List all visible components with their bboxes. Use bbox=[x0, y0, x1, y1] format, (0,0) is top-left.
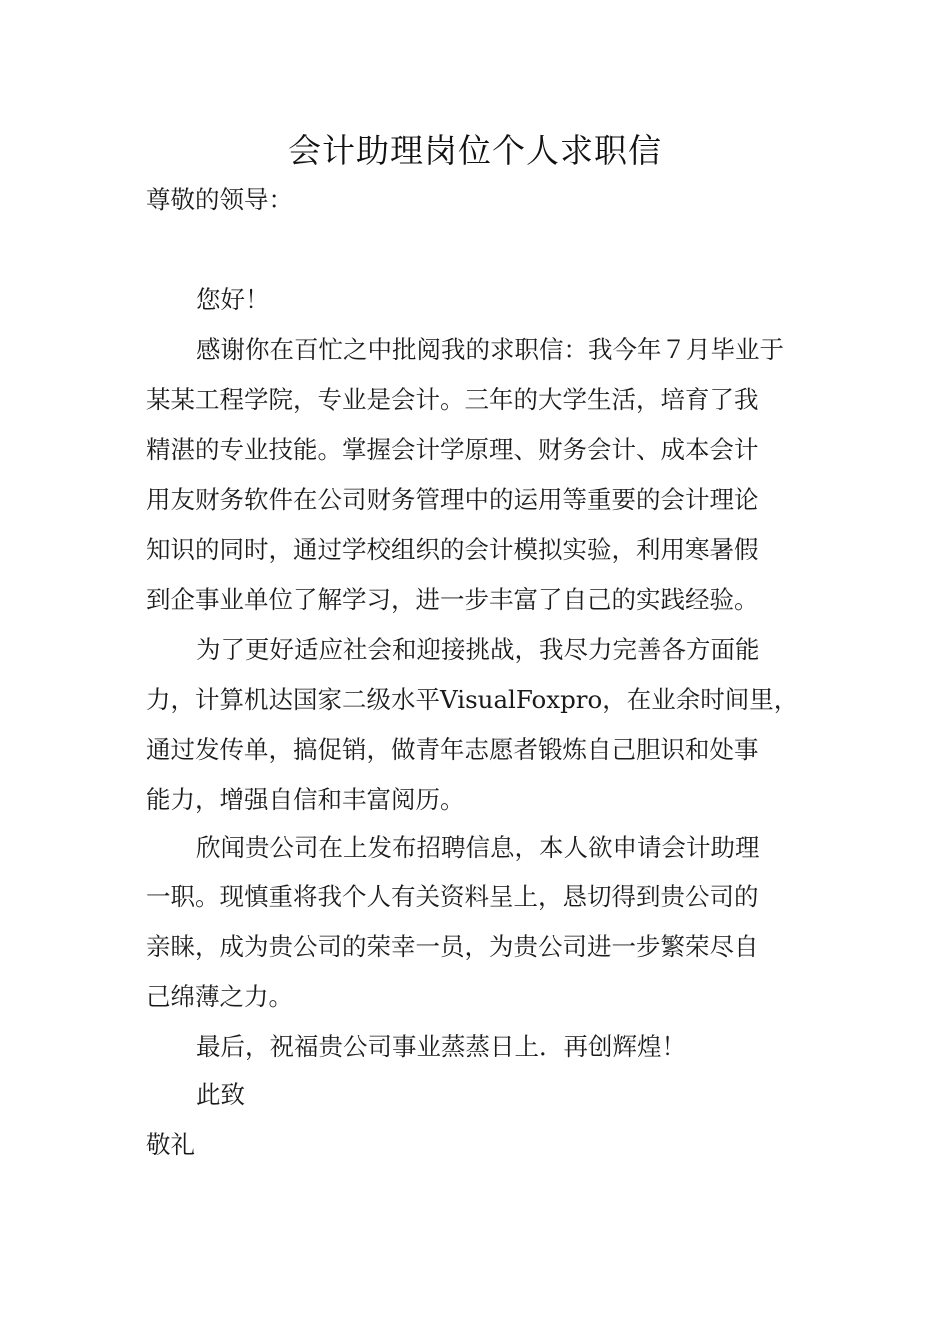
paragraph-line: 用友财务软件在公司财务管理中的运用等重要的会计理论 bbox=[146, 485, 759, 514]
paragraph-line: 精湛的专业技能。掌握会计学原理、财务会计、成本会计 bbox=[146, 435, 759, 464]
paragraph-line: 到企事业单位了解学习，进一步丰富了自己的实践经验。 bbox=[146, 585, 759, 614]
paragraph-line: 感谢你在百忙之中批阅我的求职信：我今年７月毕业于 bbox=[196, 335, 784, 364]
paragraph-line: 能力，增强自信和丰富阅历。 bbox=[146, 785, 465, 814]
paragraph-line: 通过发传单，搞促销，做青年志愿者锻炼自己胆识和处事 bbox=[146, 735, 759, 764]
paragraph-line: 一职。现慎重将我个人有关资料呈上，恳切得到贵公司的 bbox=[146, 882, 759, 911]
paragraph-line: 为了更好适应社会和迎接挑战，我尽力完善各方面能 bbox=[196, 635, 760, 664]
paragraph-line: 亲睐，成为贵公司的荣幸一员，为贵公司进一步繁荣尽自 bbox=[146, 932, 759, 961]
salutation: 尊敬的领导： bbox=[146, 185, 293, 214]
paragraph-line: 己绵薄之力。 bbox=[146, 982, 293, 1011]
closing-phrase-1: 此致 bbox=[196, 1080, 245, 1109]
closing-wish: 最后，祝福贵公司事业蒸蒸日上．再创辉煌！ bbox=[196, 1032, 686, 1061]
paragraph-line: 知识的同时，通过学校组织的会计模拟实验，利用寒暑假 bbox=[146, 535, 759, 564]
closing-phrase-2: 敬礼 bbox=[146, 1130, 195, 1159]
greeting: 您好！ bbox=[196, 285, 270, 314]
paragraph-line: 某某工程学院，专业是会计。三年的大学生活，培育了我 bbox=[146, 385, 759, 414]
page-title: 会计助理岗位个人求职信 bbox=[288, 131, 662, 170]
paragraph-line: 欣闻贵公司在上发布招聘信息，本人欲申请会计助理 bbox=[196, 833, 760, 862]
paragraph-line: 力，计算机达国家二级水平VisualFoxpro，在业余时间里， bbox=[146, 685, 799, 714]
